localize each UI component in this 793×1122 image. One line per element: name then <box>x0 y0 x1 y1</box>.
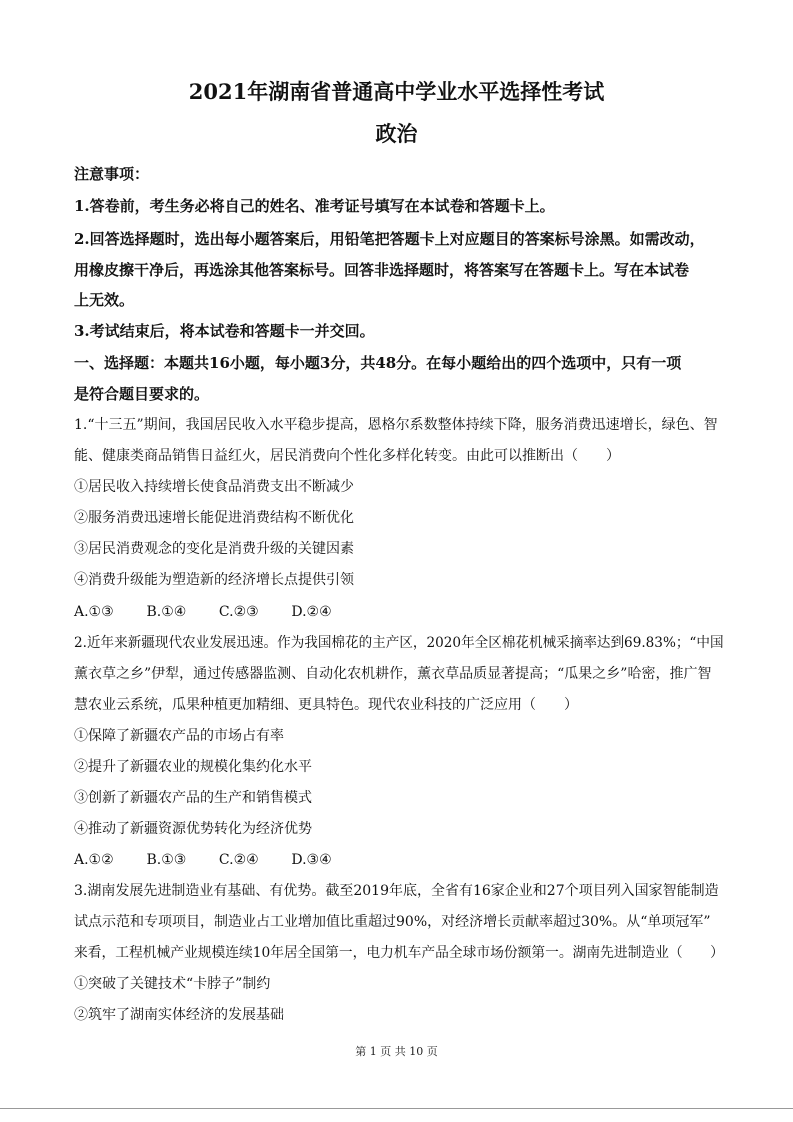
q3-stem-line-3: 来看，工程机械产业规模连续10年居全国第一，电力机车产品全球市场份额第一。湖南先进制造业（ ） <box>74 945 724 961</box>
q1-stem-line-1: 1.“十三五”期间，我国居民收入水平稳步提高，恩格尔系数整体持续下降，服务消费迅速增长，绿色、智 <box>74 417 718 433</box>
bottom-divider <box>0 1108 793 1109</box>
section-heading-line-2: 是符合题目要求的。 <box>74 385 210 403</box>
q3-statement-2: ②筑牢了湖南实体经济的发展基础 <box>74 1007 284 1023</box>
q2-statement-2: ②提升了新疆农业的规模化集约化水平 <box>74 759 312 775</box>
q2-option-b[interactable]: B.①③ <box>146 852 187 868</box>
notice-heading: 注意事项： <box>74 165 150 183</box>
notice-item-2-line-3: 上无效。 <box>74 291 135 309</box>
subject-title: 政治 <box>375 121 418 146</box>
page-number: 第 1 页 共 10 页 <box>355 1045 438 1058</box>
notice-item-2-line-2: 用橡皮擦干净后，再选涂其他答案标号。回答非选择题时，将答案写在答题卡上。写在本试卷 <box>74 261 690 279</box>
notice-item-1: 1.答卷前，考生务必将自己的姓名、准考证号填写在本试卷和答题卡上。 <box>74 197 555 215</box>
exam-title: 2021年湖南省普通高中学业水平选择性考试 <box>188 79 605 104</box>
q1-option-a[interactable]: A.①③ <box>74 604 114 620</box>
q2-statement-4: ④推动了新疆资源优势转化为经济优势 <box>74 821 312 837</box>
q1-option-d[interactable]: D.②④ <box>291 604 332 620</box>
q2-options <box>74 850 724 870</box>
q1-option-c[interactable]: C.②③ <box>218 604 259 620</box>
notice-item-2-line-1: 2.回答选择题时，选出每小题答案后，用铅笔把答题卡上对应题目的答案标号涂黑。如需改动， <box>74 230 705 248</box>
q2-statement-3: ③创新了新疆农产品的生产和销售模式 <box>74 790 312 806</box>
section-heading-line-1: 一、选择题：本题共16小题，每小题3分，共48分。在每小题给出的四个选项中，只有一项 <box>74 354 682 372</box>
q2-option-d[interactable]: D.③④ <box>291 852 332 868</box>
q1-statement-2: ②服务消费迅速增长能促进消费结构不断优化 <box>74 510 354 526</box>
q3-stem-line-1: 3.湖南发展先进制造业有基础、有优势。截至2019年底，全省有16家企业和27个项目列入国家智能制造 <box>74 883 719 899</box>
q2-statement-1: ①保障了新疆农产品的市场占有率 <box>74 728 284 744</box>
q1-statement-3: ③居民消费观念的变化是消费升级的关键因素 <box>74 541 354 557</box>
q3-stem-line-2: 试点示范和专项项目，制造业占工业增加值比重超过90%，对经济增长贡献率超过30%。从“单项冠军” <box>74 914 711 930</box>
q1-stem-line-2: 能、健康类商品销售日益红火，居民消费向个性化多样化转变。由此可以推断出（ ） <box>74 448 620 464</box>
q2-stem-line-2: 薰衣草之乡”伊犁，通过传感器监测、自动化农机耕作，薰衣草品质显著提高；“瓜果之乡”哈密，推广智 <box>74 666 712 682</box>
q2-stem-line-1: 2.近年来新疆现代农业发展迅速。作为我国棉花的主产区，2020年全区棉花机械采摘率达到69.83%；“中国 <box>74 635 724 651</box>
q2-option-c[interactable]: C.②④ <box>218 852 259 868</box>
q1-options <box>74 602 724 622</box>
q3-statement-1: ①突破了关键技术“卡脖子”制约 <box>74 976 271 992</box>
q1-statement-1: ①居民收入持续增长使食品消费支出不断减少 <box>74 479 354 495</box>
q2-stem-line-3: 慧农业云系统，瓜果种植更加精细、更具特色。现代农业科技的广泛应用（ ） <box>74 697 578 713</box>
q1-option-b[interactable]: B.①④ <box>146 604 187 620</box>
q1-statement-4: ④消费升级能为塑造新的经济增长点提供引领 <box>74 572 354 588</box>
notice-item-3: 3.考试结束后，将本试卷和答题卡一并交回。 <box>74 322 375 340</box>
q2-option-a[interactable]: A.①② <box>74 852 114 868</box>
